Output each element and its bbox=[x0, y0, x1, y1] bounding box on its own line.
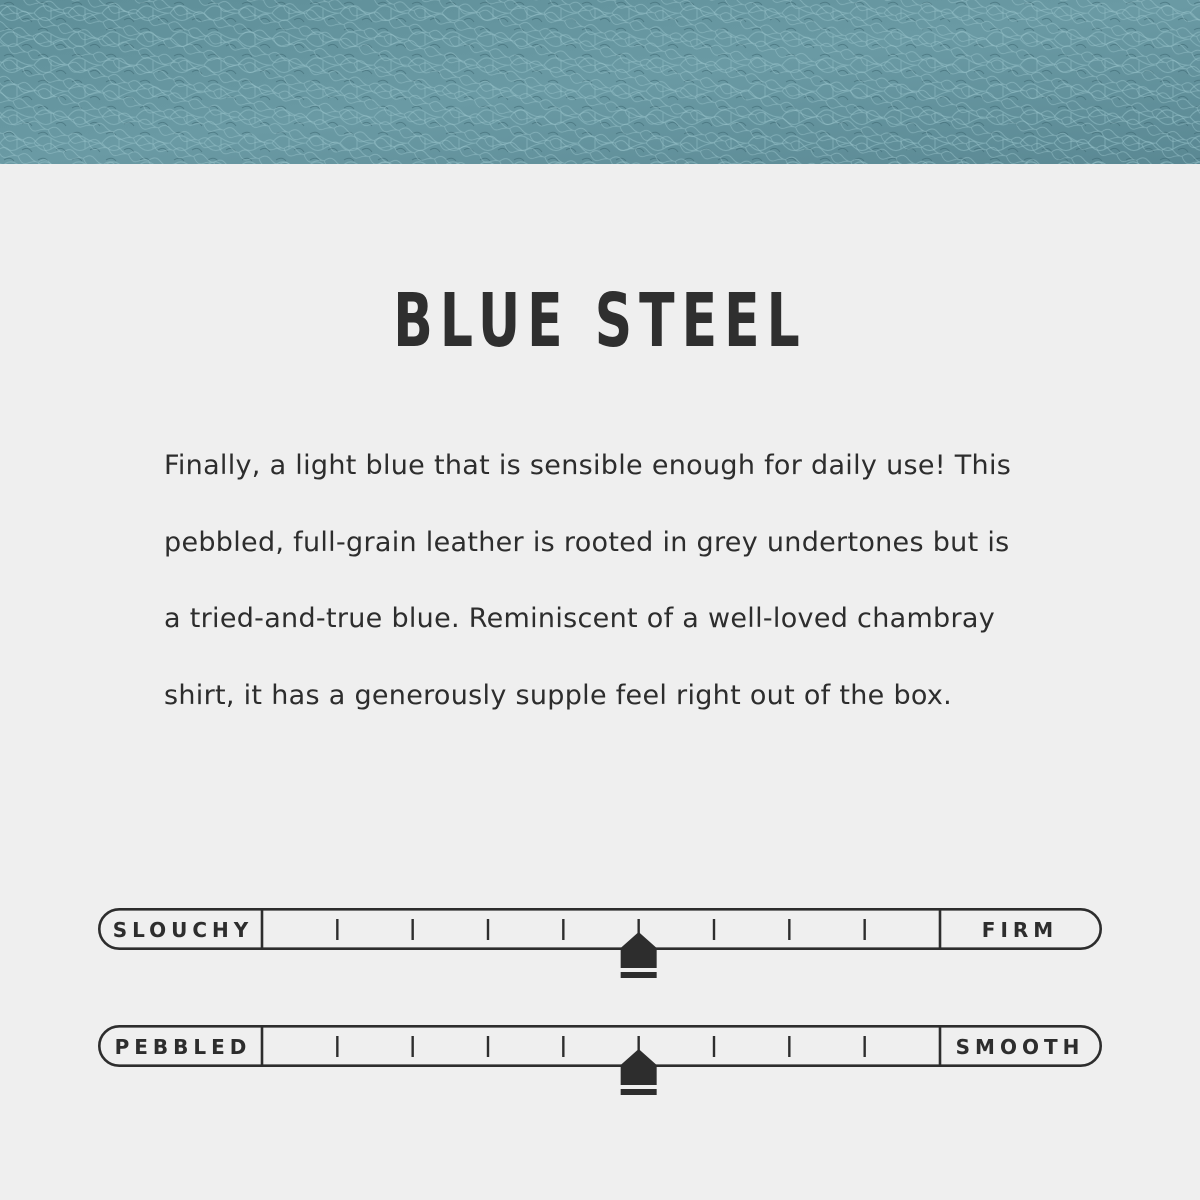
scale-marker-icon bbox=[621, 932, 657, 978]
scale-left-label: PEBBLED bbox=[114, 1035, 252, 1059]
scale-left-label: SLOUCHY bbox=[112, 918, 254, 942]
texture-scale bbox=[98, 1025, 1102, 1101]
marker-head bbox=[621, 932, 657, 968]
firmness-scale bbox=[98, 908, 1102, 984]
scale-right-label: SMOOTH bbox=[955, 1035, 1085, 1059]
marker-base bbox=[621, 1089, 657, 1095]
description-line: Finally, a light blue that is sensible enough for daily use! This bbox=[164, 450, 1012, 481]
description-line: pebbled, full-grain leather is rooted in grey undertones but is bbox=[164, 526, 1010, 558]
marker-base bbox=[621, 972, 657, 978]
product-description bbox=[164, 428, 1044, 734]
scale-right-label: FIRM bbox=[981, 918, 1059, 942]
marker-head bbox=[621, 1049, 657, 1085]
leather-swatch bbox=[0, 0, 1200, 164]
description-line: shirt, it has a generously supple feel right out of the box. bbox=[164, 679, 953, 711]
description-line: a tried-and-true blue. Reminiscent of a well-loved chambray bbox=[164, 603, 996, 634]
scale-marker-icon bbox=[621, 1049, 657, 1095]
product-title: BLUE STEEL bbox=[393, 278, 807, 364]
